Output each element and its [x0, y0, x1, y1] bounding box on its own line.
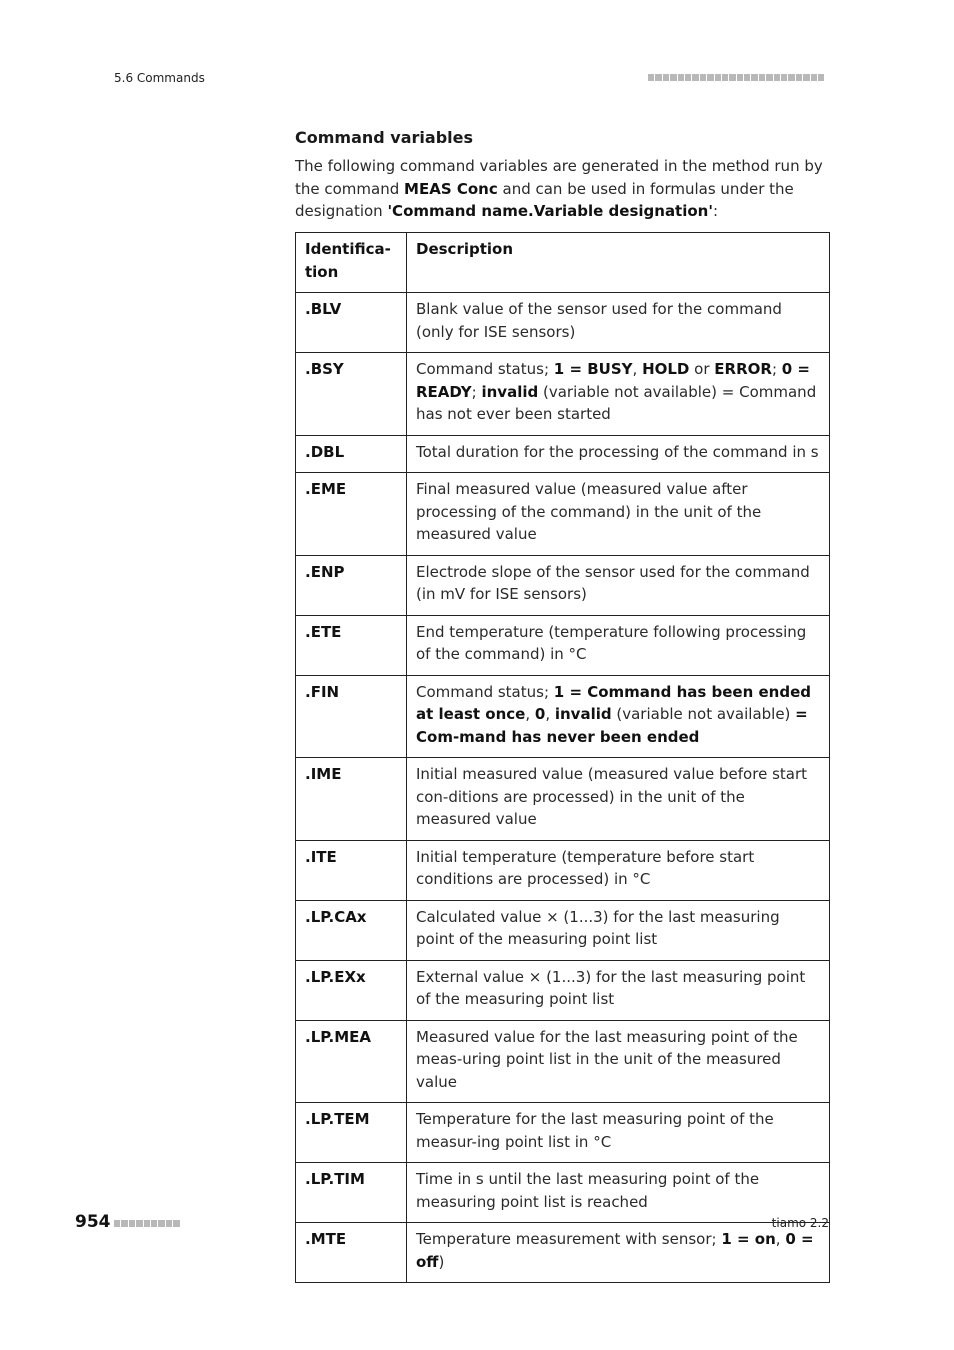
intro-text: The following command variables are generated in the method run by the command — [295, 157, 823, 198]
section-heading: Command variables — [295, 128, 473, 147]
table-row — [296, 1020, 830, 1103]
description-text: , — [525, 705, 535, 723]
decoration-square — [803, 74, 809, 81]
decoration-square — [129, 1220, 135, 1227]
decoration-square — [158, 1220, 164, 1227]
variable-identification: .LP.EXx — [296, 960, 407, 1020]
table-row — [296, 840, 830, 900]
description-text: Command status; — [416, 682, 554, 701]
decoration-square — [722, 74, 728, 81]
description-text: ; — [771, 360, 782, 378]
header-identification — [296, 233, 407, 293]
variable-identification: .LP.TEM — [296, 1103, 407, 1163]
description-text: Initial temperature (temperature before start conditions are processed) in °C — [416, 847, 755, 888]
variable-description — [407, 1103, 830, 1163]
description-bold-text: 1 = on — [721, 1230, 776, 1248]
variable-identification: .FIN — [296, 675, 407, 758]
description-bold-text: 1 = Command has been ended at least once — [416, 682, 812, 723]
decoration-square — [121, 1220, 127, 1227]
variable-identification: .BSY — [296, 353, 407, 436]
description-bold-text: 0 = off — [416, 1230, 814, 1271]
table-row — [296, 1103, 830, 1163]
description-text: Temperature measurement with sensor; — [416, 1230, 722, 1248]
decoration-square — [678, 74, 684, 81]
variable-description — [407, 840, 830, 900]
table-row — [296, 1223, 830, 1283]
variable-description — [407, 1163, 830, 1223]
decoration-square — [707, 74, 713, 81]
description-bold-text: 0 — [534, 705, 546, 723]
table-header-row — [296, 233, 830, 293]
variable-identification: .ENP — [296, 555, 407, 615]
decoration-square — [685, 74, 691, 81]
decoration-square — [663, 74, 669, 81]
description-text: Initial measured value (measured value before start con-ditions are processed) in the unit of the measured value — [416, 765, 808, 828]
decoration-square — [774, 74, 780, 81]
description-text: Total duration for the processing of the command in s — [416, 442, 819, 461]
decoration-square — [670, 74, 676, 81]
decoration-square — [788, 74, 794, 81]
table-row — [296, 555, 830, 615]
variable-description — [407, 555, 830, 615]
decoration-square — [700, 74, 706, 81]
description-text: , — [632, 360, 643, 378]
variable-description — [407, 353, 830, 436]
variable-identification: .MTE — [296, 1223, 407, 1283]
decoration-square — [766, 74, 772, 81]
variable-description — [407, 615, 830, 675]
decoration-square — [655, 74, 661, 81]
description-text: ; — [471, 382, 482, 401]
variable-description — [407, 758, 830, 841]
header-description: Description — [407, 233, 830, 293]
description-bold-text: = Com-mand has never been ended — [416, 705, 808, 746]
description-text: Measured value for the last measuring point of the meas-uring point list in the unit of the measured value — [416, 1027, 798, 1091]
page-number: 954 — [75, 1212, 111, 1232]
variable-identification: .EME — [296, 473, 407, 556]
variable-description — [407, 435, 830, 473]
table-row — [296, 353, 830, 436]
table-row — [296, 675, 830, 758]
variable-identification: .DBL — [296, 435, 407, 473]
decoration-square — [151, 1220, 157, 1227]
description-text: (variable not available) — [611, 705, 796, 723]
variable-identification: .IME — [296, 758, 407, 841]
description-text: End temperature (temperature following processing of the command) in °C — [416, 622, 807, 663]
decoration-square — [781, 74, 787, 81]
decoration-square — [114, 1220, 120, 1227]
variable-description — [407, 1020, 830, 1103]
decoration-square — [692, 74, 698, 81]
description-text: or — [689, 360, 715, 378]
variable-identification: .ETE — [296, 615, 407, 675]
command-variables-table — [295, 232, 830, 1283]
decoration-square — [744, 74, 750, 81]
variable-description — [407, 1223, 830, 1283]
description-text: Electrode slope of the sensor used for the command (in mV for ISE sensors) — [416, 562, 810, 603]
decoration-square — [737, 74, 743, 81]
decoration-square — [751, 74, 757, 81]
description-text: Temperature for the last measuring point of the measur-ing point list in °C — [416, 1110, 774, 1151]
variable-identification: .LP.MEA — [296, 1020, 407, 1103]
decoration-square — [715, 74, 721, 81]
description-bold-text: ERROR — [714, 360, 772, 378]
description-text: External value × (1...3) for the last measuring point of the measuring point list — [416, 967, 806, 1008]
decoration-square — [796, 74, 802, 81]
description-bold-text: 1 = BUSY — [553, 360, 633, 378]
description-text: Final measured value (measured value after processing of the command) in the unit of the measured value — [416, 480, 762, 543]
description-text: , — [775, 1230, 786, 1248]
decoration-square — [818, 74, 824, 81]
variable-description — [407, 675, 830, 758]
table-row — [296, 960, 830, 1020]
header-decoration — [648, 74, 824, 81]
intro-text: and can be used in formulas under the designation — [295, 179, 794, 220]
intro-text: : — [712, 202, 719, 220]
description-text: Command status; — [416, 360, 554, 378]
table-row — [296, 900, 830, 960]
table-row — [296, 1163, 830, 1223]
table-row — [296, 473, 830, 556]
variable-description — [407, 473, 830, 556]
description-text: ) — [438, 1252, 445, 1271]
intro-paragraph — [295, 155, 835, 223]
decoration-square — [759, 74, 765, 81]
decoration-square — [729, 74, 735, 81]
description-text: (variable not available) = Command has not ever been started — [416, 382, 817, 423]
product-name: tiamo 2.2 — [771, 1216, 829, 1230]
decoration-square — [144, 1220, 150, 1227]
variable-identification: .ITE — [296, 840, 407, 900]
header-section-title: 5.6 Commands — [114, 71, 205, 85]
variable-identification: .LP.TIM — [296, 1163, 407, 1223]
intro-command-name: MEAS Conc — [404, 179, 498, 198]
decoration-square — [173, 1220, 179, 1227]
variable-description — [407, 960, 830, 1020]
description-bold-text: invalid — [554, 705, 612, 723]
table-row — [296, 758, 830, 841]
table-row — [296, 435, 830, 473]
table-row — [296, 615, 830, 675]
description-text: Time in s until the last measuring point of the measuring point list is reached — [416, 1170, 760, 1211]
decoration-square — [648, 74, 654, 81]
description-bold-text: 0 = READY — [416, 360, 810, 401]
decoration-square — [136, 1220, 142, 1227]
description-text: , — [545, 705, 555, 723]
table-row — [296, 293, 830, 353]
variable-description — [407, 900, 830, 960]
decoration-square — [166, 1220, 172, 1227]
decoration-square — [811, 74, 817, 81]
footer-decoration — [114, 1220, 180, 1227]
description-bold-text: invalid — [481, 382, 539, 401]
description-text: Blank value of the sensor used for the command (only for ISE sensors) — [416, 300, 782, 341]
intro-designation: 'Command name.Variable designation' — [387, 202, 713, 220]
description-text: Calculated value × (1...3) for the last measuring point of the measuring point list — [416, 907, 780, 948]
variable-description — [407, 293, 830, 353]
description-bold-text: HOLD — [642, 360, 690, 378]
variable-identification: .BLV — [296, 293, 407, 353]
variable-identification: .LP.CAx — [296, 900, 407, 960]
header-identification-label: Identifica-tion — [305, 240, 391, 281]
